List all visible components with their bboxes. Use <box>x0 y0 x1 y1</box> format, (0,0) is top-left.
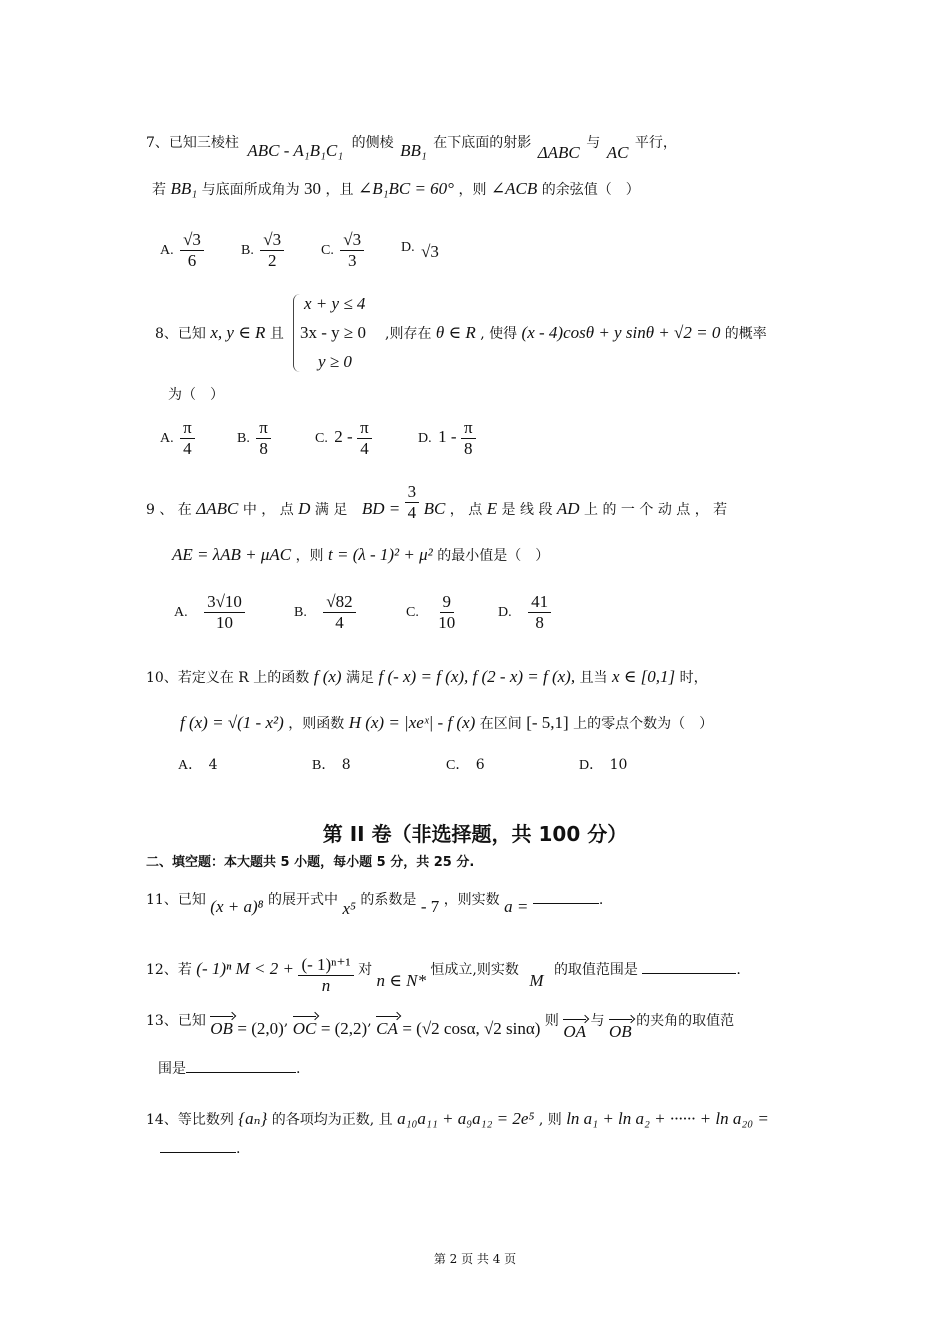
q7-line1 <box>146 133 677 162</box>
q7-angle-value: 30 <box>304 179 322 198</box>
q8-brace <box>293 294 300 372</box>
frac-num: 9 <box>440 592 455 613</box>
option-label: B． <box>312 758 336 773</box>
q9-ae: AE = λAB + μAC <box>172 545 292 564</box>
frac-den: n <box>321 975 331 995</box>
fraction <box>180 418 195 458</box>
option-value: 6 <box>475 757 485 773</box>
q10-fx: f (x) <box>313 667 342 686</box>
q8-text-a: 8、已知 <box>155 326 206 342</box>
option-label: C. <box>406 605 419 621</box>
q9-tri: ΔABC <box>196 499 239 519</box>
frac-den: 8 <box>535 612 544 632</box>
q12-text-b: 对 <box>358 962 373 979</box>
q7-text-then: ，则 <box>458 182 487 198</box>
part2-title: 第 II 卷（非选择题，共 100 分） <box>322 822 628 846</box>
q8-constraint-2: 3x - y ≥ 0 <box>300 323 366 342</box>
q12-lhs: (- 1)ⁿ M < 2 + <box>196 959 294 979</box>
q10-option-d <box>579 754 627 774</box>
option-prefix: 2 - <box>334 427 353 447</box>
q8-equation: (x - 4)cosθ + y sinθ + √2 = 0 <box>521 323 721 342</box>
q13-ob-value: = (2,0) <box>237 1019 284 1038</box>
frac-den: 4 <box>183 438 192 458</box>
frac-den: 8 <box>464 438 473 458</box>
option-label: D. <box>418 431 432 447</box>
frac-den: 3 <box>347 250 357 270</box>
q7-bb1: BB₁ <box>170 179 198 198</box>
frac-num: π <box>180 418 195 439</box>
q7-option-a <box>160 230 204 270</box>
q13-answer-blank[interactable] <box>186 1072 296 1073</box>
option-label: A. <box>160 431 174 447</box>
q8-line1 <box>155 324 284 341</box>
q8-option-b <box>237 418 271 458</box>
q9-option-c <box>406 592 458 632</box>
frac-num: 3 <box>405 482 420 503</box>
q11-var: a = <box>504 897 529 916</box>
q10-text-d: 时， <box>679 670 708 686</box>
q11-end: . <box>598 892 604 908</box>
fraction <box>461 418 476 458</box>
fraction <box>435 592 458 632</box>
q13-line2 <box>158 1062 300 1076</box>
q9-bc: BC <box>423 499 446 519</box>
q11-expr: (x + a)⁸ <box>210 897 264 916</box>
q12-answer-blank[interactable] <box>642 973 736 974</box>
frac-num: √3 <box>340 230 364 251</box>
option-label: B. <box>294 605 307 621</box>
q10-line2 <box>180 714 713 731</box>
q13-text-b: 则 <box>544 1013 559 1029</box>
q13-text-c: 与 <box>590 1013 605 1029</box>
option-label: B. <box>241 243 254 259</box>
option-label: A. <box>160 243 174 259</box>
q10-range: x ∈ [0,1] <box>612 667 676 686</box>
q8-theta: θ ∈ R <box>435 323 476 342</box>
frac-den: 10 <box>438 612 456 632</box>
q7-prism: ABC - A₁B₁C₁ <box>247 141 344 160</box>
q9-option-d <box>498 592 551 632</box>
frac-den: 4 <box>335 612 344 632</box>
option-label: D. <box>401 240 415 255</box>
q9-text-c: 满 足 <box>314 502 348 519</box>
q11-answer-blank[interactable] <box>533 903 599 904</box>
q7-text-c: 在下底面的射影 <box>433 135 532 151</box>
q13-line1: 13、已知 OB = (2,0), OC = (2,2), CA = (√2 cosα, √2 sinα) 则 OA 与 OB 的夹角的取值范 <box>146 1013 735 1041</box>
q13-text-d: 的夹角的取值范 <box>636 1013 735 1029</box>
option-label: D． <box>579 758 604 773</box>
q9-bd: BD = <box>361 499 401 519</box>
q13-end: . <box>296 1061 301 1077</box>
q8-option-c <box>315 418 372 458</box>
frac-num: 3√10 <box>204 592 245 613</box>
q11-text-b: 的展开式中 <box>267 892 338 908</box>
q10-text-a: 10、若定义在 R 上的函数 <box>146 670 310 686</box>
option-value: 8 <box>341 757 351 773</box>
option-label: B. <box>237 431 250 447</box>
frac-num: π <box>461 418 476 439</box>
q10-text-ask: 上的零点个数为（ ） <box>573 716 714 732</box>
frac-den: 8 <box>259 438 268 458</box>
q7-text-e: 平行， <box>634 135 677 151</box>
q8-constraint-3: y ≥ 0 <box>318 352 352 371</box>
option-label: C． <box>446 758 470 773</box>
option-value: 10 <box>609 757 628 773</box>
q13-vector-ob2: OB <box>608 1022 632 1041</box>
q7-edge: BB₁ <box>400 141 427 160</box>
q8-option-a <box>160 418 195 458</box>
q8-xy: x, y ∈ R <box>210 323 266 342</box>
q10-option-c <box>446 754 485 774</box>
q11-line <box>146 890 604 918</box>
q7-option-d <box>401 236 439 261</box>
q9-line1 <box>146 482 728 530</box>
q14-equation: a₁₀a₁₁ + a₉a₁₂ = 2e⁵ <box>397 1109 535 1128</box>
option-prefix: 1 - <box>438 427 457 447</box>
q7-text-d: 与 <box>586 135 601 151</box>
fraction <box>256 418 271 458</box>
q13-vector-oc: OC <box>292 1019 317 1038</box>
fraction <box>357 418 372 458</box>
fraction <box>340 230 364 270</box>
q7-line2 <box>152 180 640 197</box>
q9-text-then: ，则 <box>295 548 324 564</box>
frac-num: √3 <box>260 230 284 251</box>
q10-line1 <box>146 668 708 685</box>
q10-text-interval: 在区间 <box>479 716 522 732</box>
q9-text-a: 9 、 在 <box>146 502 192 519</box>
q10-option-a <box>178 754 218 774</box>
q14-end: . <box>236 1141 241 1157</box>
q13-oc-value: = (2,2) <box>320 1019 368 1038</box>
q7-text-and: ，且 <box>325 182 354 198</box>
q12-n: n ∈ N* <box>376 971 426 991</box>
q9-t: t = (λ - 1)² + μ² <box>328 545 433 564</box>
q11-text-d: ，则实数 <box>443 892 500 908</box>
q9-line2 <box>172 546 549 563</box>
frac-num: π <box>357 418 372 439</box>
q7-text-angle: 与底面所成角为 <box>201 182 300 198</box>
q9-point-e: E <box>486 499 498 519</box>
q12-text-d: 的取值范围是 <box>553 962 638 979</box>
q10-condition: f (- x) = f (x), f (2 - x) = f (x), <box>378 667 576 686</box>
q9-text-b: 中 ， 点 <box>242 502 294 519</box>
q12-text-a: 12、若 <box>146 962 192 979</box>
q11-term: x⁵ <box>342 899 356 918</box>
page-footer: 第 2 页 共 4 页 <box>433 1252 517 1266</box>
q7-angle-acb: ∠ACB <box>490 179 538 198</box>
q7-text-a: 7、已知三棱柱 <box>146 135 239 151</box>
option-label: C. <box>315 431 328 447</box>
q14-line1 <box>146 1110 769 1127</box>
q14-seq: {aₙ} <box>238 1109 268 1128</box>
q13-vector-ca: CA <box>376 1019 398 1038</box>
q12-text-c: 恒成立,则实数 <box>430 962 519 979</box>
q14-text-a: 14、等比数列 <box>146 1112 234 1128</box>
section2-heading: 二、填空题：本大题共 5 小题，每小题 5 分，共 25 分. <box>146 855 475 870</box>
q7-text-b: 的侧棱 <box>351 135 394 151</box>
q10-text-then: ，则函数 <box>288 716 345 732</box>
q8-line1-tail <box>385 324 767 341</box>
q8-option-d <box>418 418 476 458</box>
q14-text-c: , 则 <box>538 1112 562 1128</box>
q7-text-ask: 的余弦值（ ） <box>541 182 640 198</box>
q7-tri: ΔABC <box>537 143 580 162</box>
option-label: A． <box>178 758 203 773</box>
q10-text-c: 且当 <box>579 670 608 686</box>
frac-num: (- 1)ⁿ⁺¹ <box>298 955 353 976</box>
q8-line2: 为（ ） <box>168 387 224 403</box>
q13-ca-value: = (√2 cosα, √2 sinα) <box>402 1019 541 1038</box>
q10-f-def: f (x) = √(1 - x²) <box>180 713 284 732</box>
fraction <box>204 592 245 632</box>
q14-line2 <box>160 1142 240 1156</box>
q14-sum: ln a₁ + ln a₂ + ······ + ln a₂₀ = <box>566 1109 769 1128</box>
q9-text-f: 上 的 一 个 动 点 ， 若 <box>584 502 728 519</box>
option-label: D. <box>498 605 512 621</box>
q7-option-c <box>321 230 364 270</box>
q9-text-d: ， 点 <box>449 502 483 519</box>
q9-text-ask: 的最小值是（ ） <box>437 548 550 564</box>
q12-end: . <box>736 962 741 979</box>
q8-text-c: ,则存在 <box>385 326 432 342</box>
q9-text-e: 是 线 段 <box>501 502 553 519</box>
q13-vector-oa: OA <box>563 1022 587 1041</box>
q11-coef: - 7 <box>420 897 440 916</box>
option-value: 4 <box>208 757 218 773</box>
q9-ad: AD <box>556 499 580 519</box>
frac-den: 2 <box>267 250 277 270</box>
q13-text-l2: 围是 <box>158 1061 186 1077</box>
q13-vector-ob: OB <box>210 1019 233 1038</box>
frac-den: 4 <box>360 438 369 458</box>
q7-option-b <box>241 230 284 270</box>
frac-num: √82 <box>323 592 355 613</box>
frac-den: 4 <box>407 502 417 522</box>
frac-den: 6 <box>187 250 197 270</box>
q7-text-if: 若 <box>152 182 166 198</box>
q12-fraction <box>298 955 353 995</box>
q8-text-d: , 使得 <box>480 326 518 342</box>
q10-option-b <box>312 754 351 774</box>
q11-text-c: 的系数是 <box>360 892 417 908</box>
option-label: C. <box>321 243 334 259</box>
fraction <box>260 230 284 270</box>
fraction <box>528 592 551 632</box>
fraction <box>180 230 204 270</box>
option-label: A. <box>174 605 188 621</box>
q8-constraint-1: x + y ≤ 4 <box>304 294 366 313</box>
q11-text-a: 11、已知 <box>146 892 206 908</box>
q9-point-d: D <box>298 499 311 519</box>
frac-num: 41 <box>528 592 551 613</box>
q10-text-b: 满足 <box>346 670 375 686</box>
q12-m: M <box>529 971 544 991</box>
frac-den: 10 <box>216 612 233 632</box>
q9-fraction <box>405 482 420 522</box>
frac-num: π <box>256 418 271 439</box>
q14-answer-blank[interactable] <box>160 1152 236 1153</box>
q10-interval: [- 5,1] <box>526 713 569 732</box>
q9-option-b <box>294 592 356 632</box>
q8-text-b: 且 <box>269 326 284 342</box>
q14-text-b: 的各项均为正数, 且 <box>271 1112 393 1128</box>
q9-option-a <box>174 592 245 632</box>
q8-text-e: 的概率 <box>724 326 767 342</box>
q7-ac: AC <box>606 143 629 162</box>
q10-h: H (x) = |xeˣ| - f (x) <box>348 713 476 732</box>
q7-condition: ∠B₁BC = 60° <box>357 179 454 198</box>
q13-text-a: 13、已知 <box>146 1013 206 1029</box>
q12-line <box>146 950 741 995</box>
frac-num: √3 <box>180 230 204 251</box>
option-value: √3 <box>421 242 439 261</box>
fraction <box>323 592 355 632</box>
